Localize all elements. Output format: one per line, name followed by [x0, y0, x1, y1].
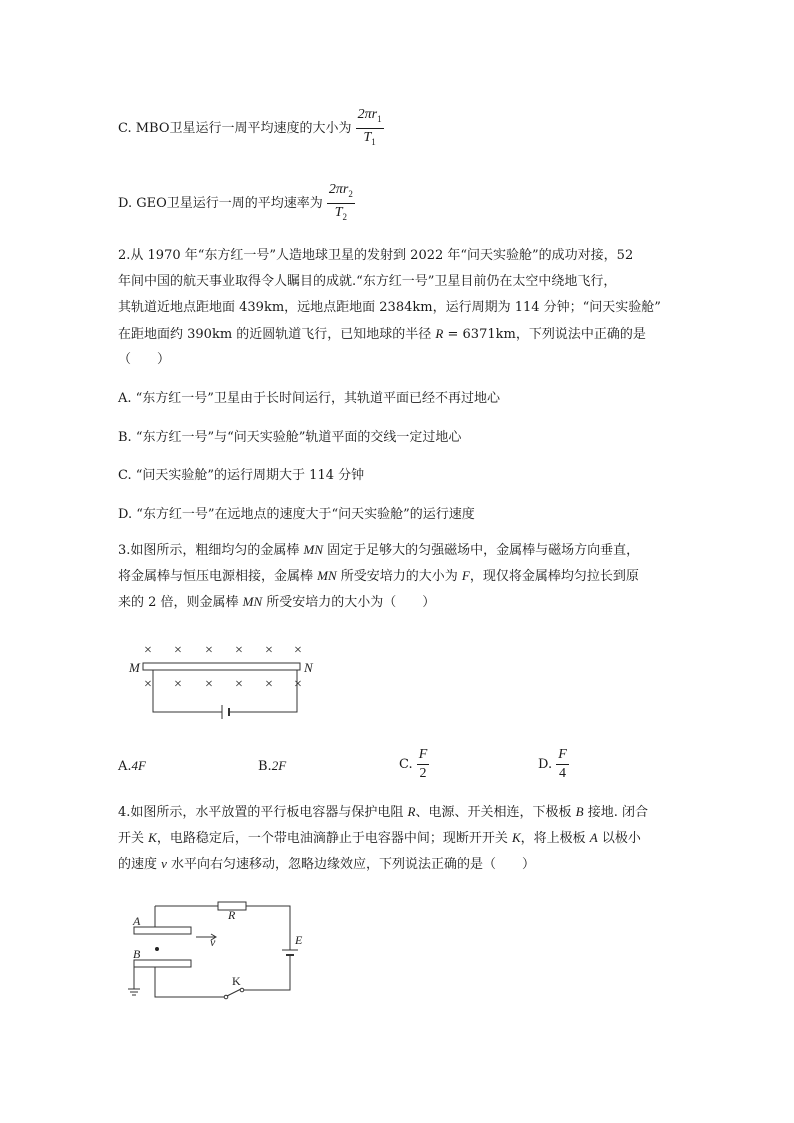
- q1-option-c-fraction: $\frac{2\pi r_1}{T_1}$: [357, 107, 382, 147]
- svg-text:×: ×: [205, 677, 213, 692]
- q1-option-d-label: D. GEO卫星运行一周的平均速率为: [118, 195, 323, 211]
- q1-option-c-label: C. MBO卫星运行一周平均速度的大小为: [118, 120, 352, 136]
- q4-stem-line-1: 4.如图所示，水平放置的平行板电容器与保护电阻 R、电源、开关相连，下极板 B 接地. 闭合: [118, 804, 648, 820]
- q4-circuit-wire: [155, 906, 290, 997]
- q4-label-r: R: [228, 908, 236, 922]
- svg-text:×: ×: [235, 677, 243, 692]
- svg-text:×: ×: [174, 643, 182, 658]
- q2-option-d: D. “东方红一号”在远地点的速度大于“问天实验舱”的运行速度: [118, 507, 475, 522]
- q3-label-n: N: [304, 660, 313, 675]
- q4-stem-line-3: 的速度 v 水平向右匀速移动，忽略边缘效应，下列说法正确的是（ ）: [118, 856, 536, 872]
- q4-stem-line-2: 开关 K，电路稳定后，一个带电油滴静止于电容器中间；现断开开关 K，将上极板 A 以极小: [118, 830, 641, 846]
- q3-option-d: D. $\frac{F}{4}$: [538, 747, 567, 781]
- q2-stem-line-2: 年间中国的航天事业取得令人瞩目的成就.“东方红一号”卫星目前仍在太空中绕地飞行，: [118, 274, 617, 289]
- q3-metal-rod: [143, 663, 300, 670]
- q2-stem-line-3: 其轨道近地点距地面 439km，远地点距地面 2384km，运行周期为 114 分钟；“问天实验舱”: [118, 300, 661, 315]
- q4-switch-blade: [227, 989, 241, 996]
- q3-stem-line-1: 3.如图所示，粗细均匀的金属棒 MN 固定于足够大的匀强磁场中，金属棒与磁场方向垂直，: [118, 542, 640, 558]
- svg-text:×: ×: [235, 643, 243, 658]
- q4-switch-contact-right: [240, 988, 244, 992]
- q1-option-d-fraction: $\frac{2\pi r_2}{T_2}$: [328, 182, 353, 222]
- q3-field-crosses-top: [144, 643, 302, 658]
- q4-label-e: E: [295, 933, 303, 947]
- q3-stem-line-2: 将金属棒与恒压电源相接，金属棒 MN 所受安培力的大小为 F，现仅将金属棒均匀拉长到原: [118, 568, 639, 584]
- svg-text:×: ×: [205, 643, 213, 658]
- svg-text:×: ×: [144, 677, 152, 692]
- q1-option-d: [118, 182, 355, 225]
- q4-label-a: A: [133, 914, 141, 928]
- q2-stem-line-1: 2.从 1970 年“东方红一号”人造地球卫星的发射到 2022 年“问天实验舱”的成功对接，52: [118, 248, 634, 263]
- q2-option-c: C. “问天实验舱”的运行周期大于 114 分钟: [118, 468, 365, 483]
- q1-option-c: [118, 107, 384, 150]
- q4-plate-a: [134, 927, 191, 934]
- q2-stem-line-4: 在距地面约 390km 的近圆轨道飞行，已知地球的半径 R = 6371km，下列说法中正确的是: [118, 326, 646, 342]
- q3-label-m: M: [129, 660, 140, 675]
- q4-oil-droplet: [155, 947, 159, 951]
- q4-label-k: K: [232, 974, 241, 988]
- q3-option-a: A.4F: [118, 758, 146, 774]
- q2-answer-paren: （ ）: [118, 352, 171, 367]
- q3-magnetic-field-figure: [120, 636, 320, 722]
- q4-label-v: v: [210, 935, 216, 949]
- svg-text:×: ×: [294, 677, 302, 692]
- q3-option-b: B.2F: [258, 758, 287, 774]
- q3-option-c: C. $\frac{F}{2}$: [399, 747, 428, 781]
- q3-field-crosses-bottom: [144, 677, 302, 692]
- svg-text:×: ×: [265, 643, 273, 658]
- q2-option-b: B. “东方红一号”与“问天实验舱”轨道平面的交线一定过地心: [118, 430, 462, 445]
- svg-text:×: ×: [174, 677, 182, 692]
- svg-text:×: ×: [294, 643, 302, 658]
- q2-option-a: A. “东方红一号”卫星由于长时间运行，其轨道平面已经不再过地心: [118, 391, 500, 406]
- q3-stem-line-3: 来的 2 倍，则金属棒 MN 所受安培力的大小为（ ）: [118, 594, 436, 610]
- q4-capacitor-circuit-figure: [120, 895, 310, 1010]
- q4-plate-b: [134, 960, 191, 967]
- svg-text:×: ×: [144, 643, 152, 658]
- svg-text:×: ×: [265, 677, 273, 692]
- q4-label-b: B: [133, 947, 141, 961]
